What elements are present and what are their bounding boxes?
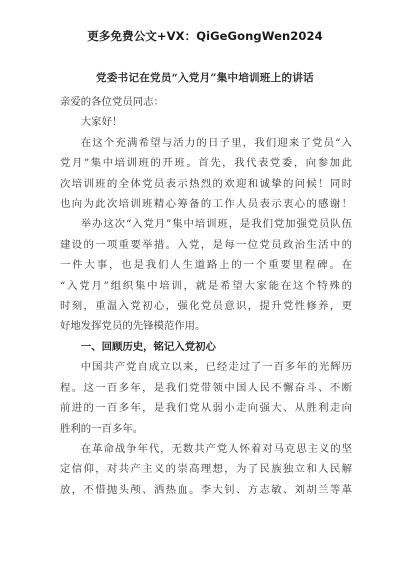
section-heading-text: 一、回顾历史，铭记入党初心 — [80, 340, 216, 353]
text-line: 一件大事，也是我们人生道路上的一个重要里程碑。在 — [60, 259, 352, 272]
paragraph-opening — [60, 133, 352, 215]
text-line: 党月”集中培训班的开班。首先，我代表党委，向参加此 — [60, 157, 352, 170]
text-line: 在革命战争年代，无数共产党人怀着对马克思主义的坚 — [80, 442, 352, 455]
text-line: 定信仰，对共产主义的崇高理想，为了民族独立和人民解 — [60, 463, 352, 476]
text-line: 建设的一项重要举措。入党，是每一位党员政治生活中的 — [60, 238, 352, 251]
text-line: 胜利的一百多年。 — [60, 422, 144, 435]
paragraph-history — [60, 357, 352, 439]
text-line: 中国共产党自成立以来，已经走过了一百多年的光辉历 — [80, 361, 352, 374]
paragraph-revolution — [60, 439, 352, 500]
text-line: 也向为此次培训班精心筹备的工作人员表示衷心的感谢！ — [60, 198, 352, 211]
greeting-line: 大家好！ — [80, 116, 123, 129]
document-body — [60, 92, 352, 500]
text-line: 放，不惜抛头颅、洒热血。李大钊、方志敏、刘胡兰等革 — [60, 483, 352, 496]
greeting — [60, 112, 352, 132]
text-line: 好地发挥党员的先锋模范作用。 — [60, 320, 206, 333]
document-title: 党委书记在党员“入党月”集中培训班上的讲话 — [96, 72, 314, 84]
section-heading — [60, 337, 352, 357]
text-line: 时刻，重温入党初心，强化党员意识，提升党性修养，更 — [60, 300, 352, 313]
text-line: 前进的一百多年，是我们党从弱小走向强大、从胜利走向 — [60, 402, 352, 415]
salutation-line: 亲爱的各位党员同志： — [60, 96, 164, 108]
text-line: 程。这一百多年，是我们党带领中国人民不懈奋斗、不断 — [60, 381, 352, 394]
paragraph-purpose — [60, 214, 352, 336]
text-line: 次培训班的全体党员表示热烈的欢迎和诚挚的问候！同时 — [60, 177, 352, 190]
watermark-text: 更多免费公文+VX：QiGeGongWen2024 — [87, 29, 323, 43]
text-line: 举办这次“入党月”集中培训班，是我们党加强党员队伍 — [80, 218, 352, 231]
text-line: “入党月”组织集中培训，就是希望大家能在这个特殊的 — [60, 279, 352, 292]
text-line: 在这个充满希望与活力的日子里，我们迎来了党员“入 — [80, 136, 352, 149]
salutation — [60, 92, 352, 112]
